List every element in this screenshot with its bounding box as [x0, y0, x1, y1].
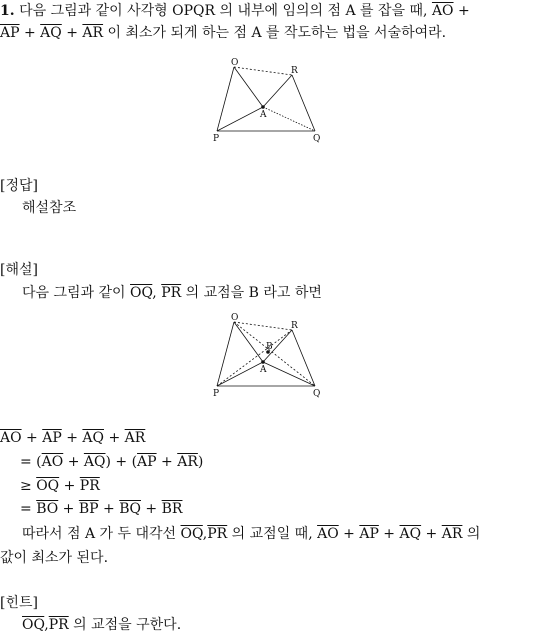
conclusion-text: 따라서 점 A 가 두 대각선 [22, 526, 181, 542]
equals-paren: = ( [20, 454, 42, 470]
segment-ar-line [263, 75, 292, 107]
segment-ar: $\overline{AR}$ [82, 25, 104, 41]
equation-line-1 [0, 429, 145, 447]
segment-ar: $\overline{AR}$ [177, 454, 198, 470]
label-r: R [291, 321, 298, 331]
label-q: Q [313, 389, 321, 399]
segment-ap-line [217, 362, 263, 386]
segment-ap: $\overline{AP}$ [0, 25, 20, 41]
edge-op [217, 67, 234, 131]
equation-line-3 [20, 477, 100, 495]
intro-text-tail: 의 교점을 B 라고 하면 [181, 285, 322, 301]
plus-sign: + [156, 454, 178, 470]
segment-br: $\overline{BR}$ [161, 501, 183, 517]
segment-ap-line [217, 107, 263, 131]
segment-aq-line [263, 107, 315, 131]
segment-ao: $\overline{AO}$ [41, 454, 64, 470]
plus-sign: + [104, 430, 125, 446]
plus-sign: + [338, 526, 360, 542]
label-q: Q [313, 134, 321, 144]
edge-rq [292, 330, 315, 386]
paren-end: ) [197, 454, 204, 470]
segment-ap: $\overline{AP}$ [137, 454, 157, 470]
edge-or [234, 322, 292, 330]
intro-text: 다음 그림과 같이 [22, 285, 131, 301]
plus-sign: + [59, 478, 80, 494]
hint-text-tail: 의 교점을 구한다. [68, 617, 182, 633]
problem-text-tail: 이 최소가 되게 하는 점 A 를 작도하는 법을 서술하여라. [103, 25, 447, 41]
label-o: O [231, 313, 239, 323]
segment-ao: $\overline{AO}$ [0, 430, 22, 446]
explanation-intro [22, 284, 322, 302]
comma: , [152, 285, 162, 301]
comma: , [202, 526, 208, 542]
diagonal-pr [217, 330, 292, 386]
hint-heading: [힌트] [0, 595, 38, 611]
segment-pr: $\overline{PR}$ [161, 285, 182, 301]
problem-line-1 [0, 2, 470, 20]
quadrilateral-figure-1 [205, 55, 330, 150]
plus-sign: + [58, 501, 79, 517]
segment-ar: $\overline{AR}$ [124, 430, 146, 446]
plus-sign: + [21, 430, 43, 446]
segment-ao-line [234, 322, 263, 362]
label-o: O [231, 58, 239, 68]
segment-bp: $\overline{BP}$ [78, 501, 99, 517]
edge-or [234, 67, 292, 75]
label-p: P [213, 134, 220, 144]
diagonal-oq [234, 322, 315, 386]
segment-aq: $\overline{AQ}$ [82, 430, 104, 446]
problem-number: 1. [0, 3, 15, 19]
segment-ao: $\overline{AO}$ [431, 3, 454, 19]
plus-sign: + [61, 25, 83, 41]
segment-oq: $\overline{OQ}$ [180, 526, 203, 542]
label-b: B [266, 342, 273, 352]
segment-aq-line [263, 362, 315, 386]
label-p: P [213, 389, 220, 399]
segment-oq: $\overline{OQ}$ [130, 285, 153, 301]
segment-ao: $\overline{AO}$ [317, 526, 339, 542]
conclusion-line-2: 값이 최소가 된다. [0, 550, 109, 566]
segment-pr: $\overline{PR}$ [207, 526, 228, 542]
segment-ap: $\overline{AP}$ [359, 526, 379, 542]
label-a: A [260, 110, 267, 120]
edge-op [217, 322, 234, 386]
explanation-heading: [해설] [0, 262, 38, 278]
segment-oq: $\overline{OQ}$ [36, 478, 60, 494]
plus-sign: + [378, 526, 400, 542]
conclusion-line-1 [22, 525, 480, 543]
paren-mid: ) + ( [105, 454, 138, 470]
segment-aq: $\overline{AQ}$ [83, 454, 106, 470]
quadrilateral-figure-2 [205, 310, 330, 405]
point-a [261, 105, 265, 109]
label-r: R [291, 66, 298, 76]
conclusion-text-tail: 의 [462, 526, 481, 542]
problem-line-2 [0, 24, 446, 42]
plus-sign: + [19, 25, 41, 41]
equation-line-2 [20, 453, 203, 471]
plus-sign: + [140, 501, 162, 517]
plus-sign: + [61, 430, 83, 446]
conclusion-text-mid: 의 교점일 때, [227, 526, 318, 542]
segment-pr: $\overline{PR}$ [48, 617, 69, 633]
edge-rq [292, 75, 315, 131]
segment-ao-line [234, 67, 263, 107]
comma: , [44, 617, 49, 633]
problem-text: 다음 그림과 같이 사각형 OPQR 의 내부에 임의의 점 A 를 잡을 때, [19, 3, 432, 19]
answer-heading: [정답] [0, 178, 38, 194]
plus-sign: + [421, 526, 442, 542]
segment-pr: $\overline{PR}$ [79, 478, 100, 494]
segment-bq: $\overline{BQ}$ [119, 501, 141, 517]
segment-ar: $\overline{AR}$ [441, 526, 463, 542]
geq-sign: ≥ [20, 478, 37, 494]
segment-ap: $\overline{AP}$ [42, 430, 62, 446]
segment-aq: $\overline{AQ}$ [40, 25, 62, 41]
segment-aq: $\overline{AQ}$ [399, 526, 422, 542]
equals-sign: = [20, 501, 37, 517]
plus-sign: + [98, 501, 120, 517]
answer-text: 해설참조 [22, 200, 77, 216]
point-a [261, 360, 265, 364]
hint-text [22, 616, 181, 634]
segment-oq: $\overline{OQ}$ [22, 617, 45, 633]
segment-bo: $\overline{BO}$ [36, 501, 59, 517]
label-a: A [260, 365, 267, 375]
plus-sign: + [453, 3, 470, 19]
equation-line-4 [20, 500, 182, 518]
plus-sign: + [63, 454, 84, 470]
